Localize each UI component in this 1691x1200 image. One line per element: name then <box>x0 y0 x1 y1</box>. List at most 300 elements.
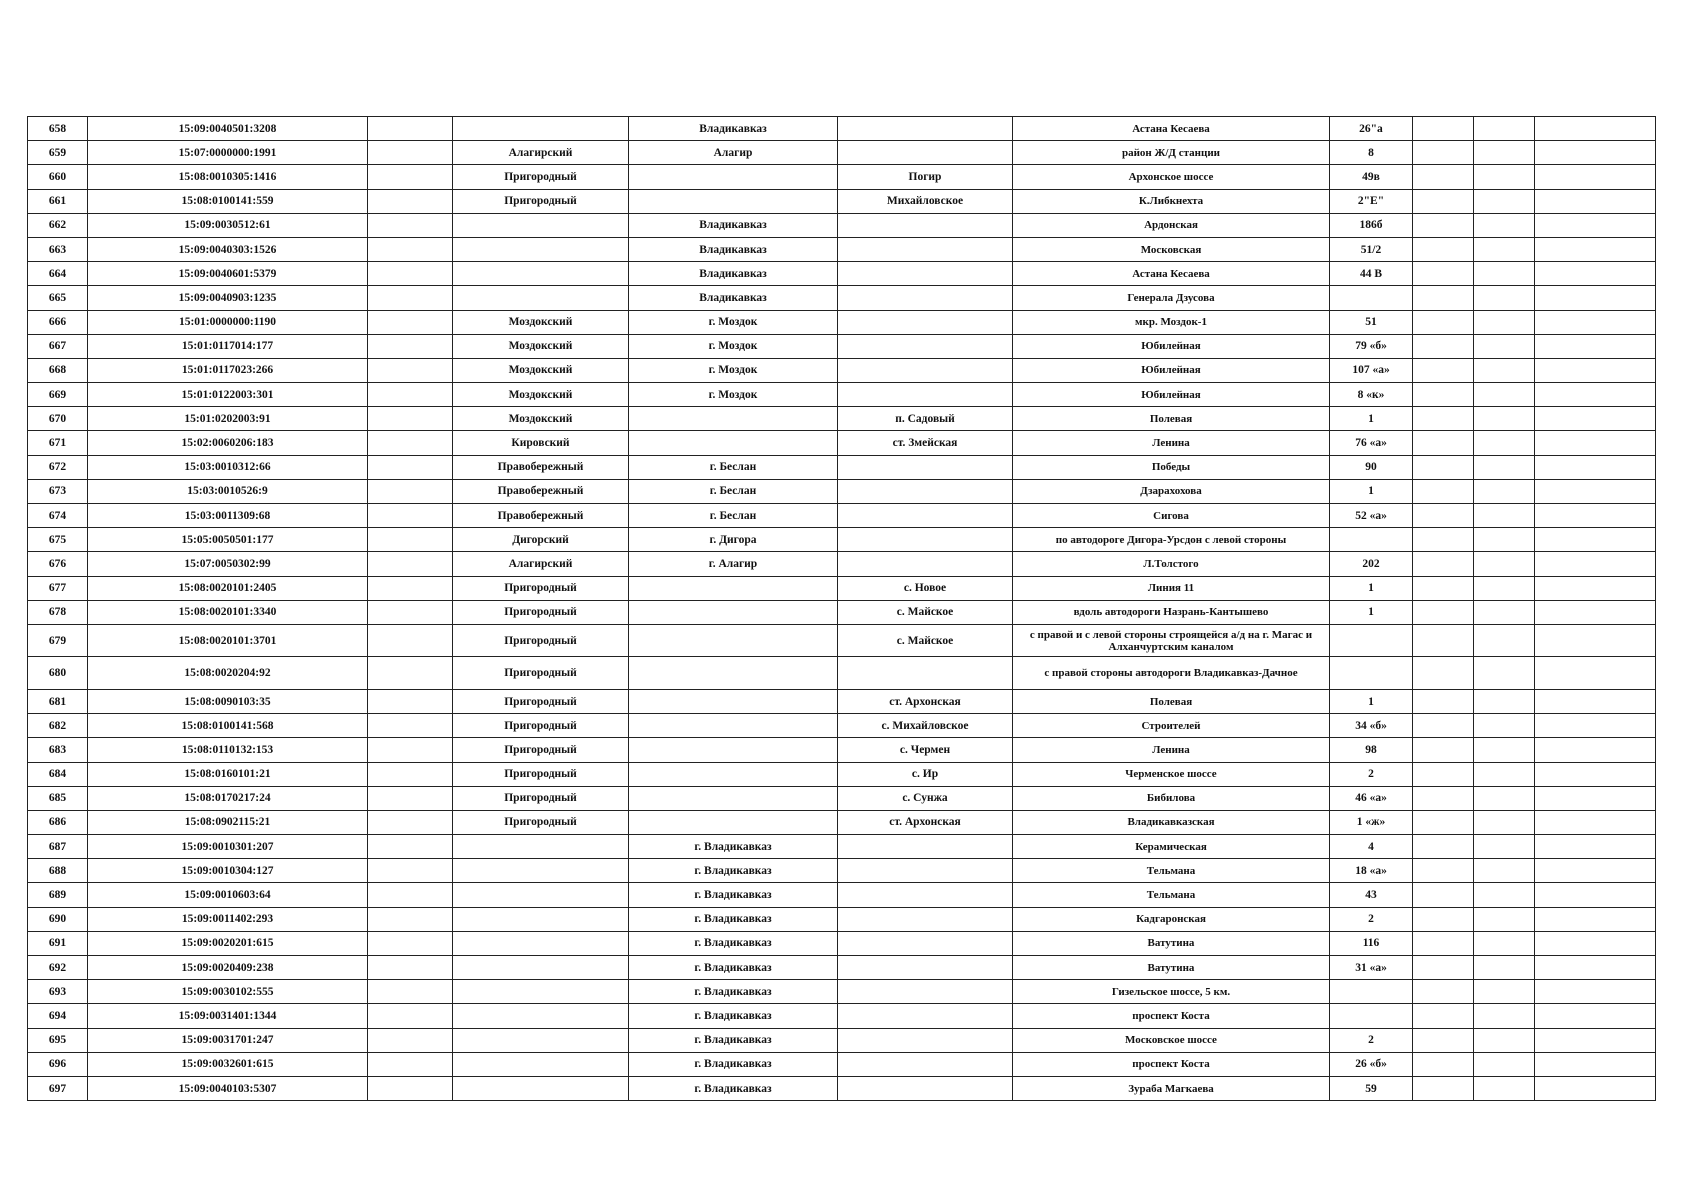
empty-cell <box>1413 286 1474 310</box>
street-cell: проспект Коста <box>1013 1004 1330 1028</box>
street-cell: Полевая <box>1013 689 1330 713</box>
district-cell <box>453 883 629 907</box>
cadastral-number-cell: 15:01:0117014:177 <box>88 334 368 358</box>
cadastral-number-cell: 15:08:0110132:153 <box>88 738 368 762</box>
table-row <box>28 980 1656 1004</box>
house-number-cell: 31 «а» <box>1330 956 1413 980</box>
empty-cell <box>1474 907 1535 931</box>
street-cell: Астана Кесаева <box>1013 117 1330 141</box>
row-number-cell: 683 <box>28 738 88 762</box>
settlement-cell: с. Михайловское <box>838 714 1013 738</box>
city-cell: Алагир <box>629 141 838 165</box>
row-number-cell: 671 <box>28 431 88 455</box>
empty-cell <box>1535 213 1656 237</box>
cadastral-number-cell: 15:01:0117023:266 <box>88 358 368 382</box>
cadastral-number-cell: 15:07:0050302:99 <box>88 552 368 576</box>
table-row <box>28 455 1656 479</box>
district-cell <box>453 931 629 955</box>
empty-cell <box>1474 286 1535 310</box>
house-number-cell: 1 «ж» <box>1330 810 1413 834</box>
cadastral-number-cell: 15:08:0020101:3340 <box>88 600 368 624</box>
empty-cell <box>1474 117 1535 141</box>
house-number-cell <box>1330 657 1413 690</box>
cadastral-number-cell: 15:01:0000000:1190 <box>88 310 368 334</box>
empty-cell <box>368 980 453 1004</box>
empty-cell <box>1535 165 1656 189</box>
empty-cell <box>368 956 453 980</box>
settlement-cell <box>838 117 1013 141</box>
settlement-cell: Погир <box>838 165 1013 189</box>
street-cell: Юбилейная <box>1013 358 1330 382</box>
street-cell: проспект Коста <box>1013 1052 1330 1076</box>
table-row <box>28 528 1656 552</box>
district-cell: Правобережный <box>453 455 629 479</box>
table-row <box>28 504 1656 528</box>
street-cell: Ватутина <box>1013 931 1330 955</box>
settlement-cell: с. Новое <box>838 576 1013 600</box>
house-number-cell: 2 <box>1330 907 1413 931</box>
street-cell: Тельмана <box>1013 883 1330 907</box>
empty-cell <box>1535 762 1656 786</box>
district-cell: Пригородный <box>453 624 629 657</box>
settlement-cell <box>838 383 1013 407</box>
empty-cell <box>1413 383 1474 407</box>
city-cell: г. Моздок <box>629 310 838 334</box>
empty-cell <box>1535 552 1656 576</box>
cadastral-number-cell: 15:03:0010526:9 <box>88 479 368 503</box>
empty-cell <box>1413 786 1474 810</box>
house-number-cell: 2 <box>1330 762 1413 786</box>
empty-cell <box>1474 407 1535 431</box>
district-cell: Моздокский <box>453 310 629 334</box>
city-cell: г. Владикавказ <box>629 931 838 955</box>
empty-cell <box>1413 407 1474 431</box>
row-number-cell: 684 <box>28 762 88 786</box>
empty-cell <box>1413 358 1474 382</box>
empty-cell <box>1413 738 1474 762</box>
empty-cell <box>1535 407 1656 431</box>
table-row <box>28 956 1656 980</box>
city-cell <box>629 189 838 213</box>
house-number-cell: 1 <box>1330 689 1413 713</box>
district-cell <box>453 835 629 859</box>
house-number-cell: 1 <box>1330 407 1413 431</box>
row-number-cell: 692 <box>28 956 88 980</box>
settlement-cell: Михайловское <box>838 189 1013 213</box>
house-number-cell: 44 В <box>1330 262 1413 286</box>
table-row <box>28 1004 1656 1028</box>
district-cell <box>453 956 629 980</box>
empty-cell <box>1413 1028 1474 1052</box>
row-number-cell: 672 <box>28 455 88 479</box>
empty-cell <box>368 1052 453 1076</box>
house-number-cell <box>1330 286 1413 310</box>
street-cell: Астана Кесаева <box>1013 262 1330 286</box>
district-cell <box>453 1076 629 1100</box>
house-number-cell: 8 «к» <box>1330 383 1413 407</box>
row-number-cell: 658 <box>28 117 88 141</box>
table-row <box>28 738 1656 762</box>
table-row <box>28 859 1656 883</box>
city-cell <box>629 810 838 834</box>
row-number-cell: 659 <box>28 141 88 165</box>
empty-cell <box>1535 689 1656 713</box>
empty-cell <box>1474 334 1535 358</box>
empty-cell <box>1413 624 1474 657</box>
cadastral-number-cell: 15:08:0010305:1416 <box>88 165 368 189</box>
empty-cell <box>368 165 453 189</box>
city-cell: Владикавказ <box>629 213 838 237</box>
empty-cell <box>1535 310 1656 334</box>
house-number-cell <box>1330 1004 1413 1028</box>
empty-cell <box>1474 358 1535 382</box>
table-row <box>28 762 1656 786</box>
empty-cell <box>1535 528 1656 552</box>
settlement-cell <box>838 835 1013 859</box>
street-cell: Ардонская <box>1013 213 1330 237</box>
empty-cell <box>1474 576 1535 600</box>
empty-cell <box>1535 980 1656 1004</box>
row-number-cell: 662 <box>28 213 88 237</box>
settlement-cell <box>838 237 1013 261</box>
empty-cell <box>1413 907 1474 931</box>
empty-cell <box>368 141 453 165</box>
empty-cell <box>1535 189 1656 213</box>
settlement-cell: п. Садовый <box>838 407 1013 431</box>
district-cell <box>453 262 629 286</box>
empty-cell <box>1413 504 1474 528</box>
district-cell: Дигорский <box>453 528 629 552</box>
empty-cell <box>1474 262 1535 286</box>
empty-cell <box>1413 237 1474 261</box>
district-cell <box>453 213 629 237</box>
empty-cell <box>1413 810 1474 834</box>
empty-cell <box>1413 262 1474 286</box>
table-row <box>28 358 1656 382</box>
house-number-cell: 52 «а» <box>1330 504 1413 528</box>
table-body <box>28 117 1656 1101</box>
empty-cell <box>368 213 453 237</box>
empty-cell <box>1474 1004 1535 1028</box>
house-number-cell: 18 «а» <box>1330 859 1413 883</box>
house-number-cell: 4 <box>1330 835 1413 859</box>
table-row <box>28 479 1656 503</box>
empty-cell <box>1413 835 1474 859</box>
city-cell <box>629 657 838 690</box>
empty-cell <box>1474 383 1535 407</box>
empty-cell <box>368 883 453 907</box>
street-cell: Победы <box>1013 455 1330 479</box>
district-cell: Пригородный <box>453 810 629 834</box>
city-cell <box>629 431 838 455</box>
settlement-cell <box>838 455 1013 479</box>
empty-cell <box>1413 310 1474 334</box>
row-number-cell: 697 <box>28 1076 88 1100</box>
row-number-cell: 679 <box>28 624 88 657</box>
street-cell: Полевая <box>1013 407 1330 431</box>
city-cell: г. Владикавказ <box>629 907 838 931</box>
cadastral-number-cell: 15:08:0020101:3701 <box>88 624 368 657</box>
row-number-cell: 688 <box>28 859 88 883</box>
table-row <box>28 310 1656 334</box>
street-cell: Юбилейная <box>1013 334 1330 358</box>
city-cell: Владикавказ <box>629 262 838 286</box>
empty-cell <box>1413 141 1474 165</box>
table-row <box>28 576 1656 600</box>
house-number-cell: 1 <box>1330 600 1413 624</box>
empty-cell <box>368 1028 453 1052</box>
empty-cell <box>368 383 453 407</box>
street-cell: Ленина <box>1013 738 1330 762</box>
house-number-cell: 107 «а» <box>1330 358 1413 382</box>
empty-cell <box>1535 1004 1656 1028</box>
empty-cell <box>368 552 453 576</box>
empty-cell <box>1413 455 1474 479</box>
cadastral-number-cell: 15:03:0011309:68 <box>88 504 368 528</box>
empty-cell <box>1413 1076 1474 1100</box>
empty-cell <box>1474 738 1535 762</box>
cadastral-number-cell: 15:07:0000000:1991 <box>88 141 368 165</box>
city-cell <box>629 600 838 624</box>
city-cell: г. Алагир <box>629 552 838 576</box>
row-number-cell: 690 <box>28 907 88 931</box>
cadastral-number-cell: 15:03:0010312:66 <box>88 455 368 479</box>
row-number-cell: 669 <box>28 383 88 407</box>
row-number-cell: 681 <box>28 689 88 713</box>
table-row <box>28 657 1656 690</box>
cadastral-number-cell: 15:05:0050501:177 <box>88 528 368 552</box>
table-row <box>28 189 1656 213</box>
empty-cell <box>1535 907 1656 931</box>
empty-cell <box>1413 528 1474 552</box>
empty-cell <box>1474 956 1535 980</box>
house-number-cell: 186б <box>1330 213 1413 237</box>
settlement-cell: с. Ир <box>838 762 1013 786</box>
cadastral-number-cell: 15:09:0031401:1344 <box>88 1004 368 1028</box>
settlement-cell <box>838 286 1013 310</box>
table-row <box>28 810 1656 834</box>
empty-cell <box>1474 980 1535 1004</box>
empty-cell <box>368 1076 453 1100</box>
empty-cell <box>1535 262 1656 286</box>
district-cell <box>453 907 629 931</box>
empty-cell <box>1535 835 1656 859</box>
empty-cell <box>368 431 453 455</box>
empty-cell <box>368 504 453 528</box>
empty-cell <box>368 479 453 503</box>
empty-cell <box>1535 1028 1656 1052</box>
empty-cell <box>1535 576 1656 600</box>
cadastral-number-cell: 15:09:0040903:1235 <box>88 286 368 310</box>
street-cell: Керамическая <box>1013 835 1330 859</box>
row-number-cell: 676 <box>28 552 88 576</box>
empty-cell <box>1474 310 1535 334</box>
house-number-cell: 1 <box>1330 479 1413 503</box>
district-cell: Алагирский <box>453 141 629 165</box>
empty-cell <box>368 310 453 334</box>
street-cell: Строителей <box>1013 714 1330 738</box>
street-cell: Гизельское шоссе, 5 км. <box>1013 980 1330 1004</box>
row-number-cell: 685 <box>28 786 88 810</box>
settlement-cell <box>838 1004 1013 1028</box>
cadastral-number-cell: 15:08:0170217:24 <box>88 786 368 810</box>
empty-cell <box>1413 431 1474 455</box>
empty-cell <box>1413 980 1474 1004</box>
table-row <box>28 262 1656 286</box>
empty-cell <box>1474 165 1535 189</box>
empty-cell <box>1413 213 1474 237</box>
empty-cell <box>368 358 453 382</box>
empty-cell <box>1474 479 1535 503</box>
empty-cell <box>368 835 453 859</box>
settlement-cell <box>838 657 1013 690</box>
empty-cell <box>1413 117 1474 141</box>
district-cell: Пригородный <box>453 714 629 738</box>
street-cell: с правой и с левой стороны строящейся а/д на г. Магас и Алханчуртским каналом <box>1013 624 1330 657</box>
city-cell <box>629 762 838 786</box>
settlement-cell: с. Сунжа <box>838 786 1013 810</box>
settlement-cell <box>838 262 1013 286</box>
street-cell: Линия 11 <box>1013 576 1330 600</box>
empty-cell <box>1535 455 1656 479</box>
district-cell <box>453 237 629 261</box>
street-cell: с правой стороны автодороги Владикавказ-Дачное <box>1013 657 1330 690</box>
empty-cell <box>368 907 453 931</box>
district-cell: Пригородный <box>453 738 629 762</box>
table-row <box>28 286 1656 310</box>
empty-cell <box>1474 883 1535 907</box>
house-number-cell: 46 «а» <box>1330 786 1413 810</box>
empty-cell <box>1413 956 1474 980</box>
cadastral-number-cell: 15:09:0040601:5379 <box>88 262 368 286</box>
row-number-cell: 686 <box>28 810 88 834</box>
city-cell: г. Владикавказ <box>629 956 838 980</box>
empty-cell <box>1535 479 1656 503</box>
settlement-cell: ст. Архонская <box>838 810 1013 834</box>
street-cell: Юбилейная <box>1013 383 1330 407</box>
empty-cell <box>1535 286 1656 310</box>
empty-cell <box>368 786 453 810</box>
empty-cell <box>1474 431 1535 455</box>
table-row <box>28 689 1656 713</box>
table-row <box>28 552 1656 576</box>
empty-cell <box>1413 931 1474 955</box>
cadastral-number-cell: 15:09:0040501:3208 <box>88 117 368 141</box>
settlement-cell <box>838 479 1013 503</box>
row-number-cell: 691 <box>28 931 88 955</box>
street-cell: Сигова <box>1013 504 1330 528</box>
empty-cell <box>1535 714 1656 738</box>
house-number-cell: 76 «а» <box>1330 431 1413 455</box>
empty-cell <box>1474 714 1535 738</box>
cadastral-number-cell: 15:09:0032601:615 <box>88 1052 368 1076</box>
row-number-cell: 665 <box>28 286 88 310</box>
district-cell: Кировский <box>453 431 629 455</box>
empty-cell <box>1474 189 1535 213</box>
table-row <box>28 334 1656 358</box>
empty-cell <box>368 657 453 690</box>
empty-cell <box>1535 883 1656 907</box>
district-cell: Алагирский <box>453 552 629 576</box>
settlement-cell: ст. Архонская <box>838 689 1013 713</box>
cadastral-number-cell: 15:09:0040303:1526 <box>88 237 368 261</box>
empty-cell <box>368 738 453 762</box>
empty-cell <box>1535 738 1656 762</box>
street-cell: район Ж/Д станции <box>1013 141 1330 165</box>
street-cell: Владикавказская <box>1013 810 1330 834</box>
empty-cell <box>1474 1076 1535 1100</box>
empty-cell <box>1474 689 1535 713</box>
table-row <box>28 165 1656 189</box>
row-number-cell: 673 <box>28 479 88 503</box>
house-number-cell: 26"а <box>1330 117 1413 141</box>
district-cell: Моздокский <box>453 358 629 382</box>
registry-table <box>27 116 1656 1101</box>
settlement-cell <box>838 980 1013 1004</box>
city-cell <box>629 714 838 738</box>
empty-cell <box>1474 859 1535 883</box>
row-number-cell: 675 <box>28 528 88 552</box>
cadastral-number-cell: 15:09:0010603:64 <box>88 883 368 907</box>
city-cell: г. Владикавказ <box>629 835 838 859</box>
table-row <box>28 213 1656 237</box>
empty-cell <box>1474 237 1535 261</box>
row-number-cell: 696 <box>28 1052 88 1076</box>
settlement-cell: с. Майское <box>838 624 1013 657</box>
table-row <box>28 931 1656 955</box>
row-number-cell: 689 <box>28 883 88 907</box>
empty-cell <box>1535 624 1656 657</box>
settlement-cell <box>838 1028 1013 1052</box>
empty-cell <box>1474 786 1535 810</box>
empty-cell <box>368 762 453 786</box>
empty-cell <box>1413 600 1474 624</box>
table-row <box>28 431 1656 455</box>
district-cell: Пригородный <box>453 189 629 213</box>
cadastral-number-cell: 15:01:0202003:91 <box>88 407 368 431</box>
street-cell: Л.Толстого <box>1013 552 1330 576</box>
empty-cell <box>1535 237 1656 261</box>
row-number-cell: 693 <box>28 980 88 1004</box>
empty-cell <box>368 714 453 738</box>
row-number-cell: 666 <box>28 310 88 334</box>
house-number-cell <box>1330 624 1413 657</box>
settlement-cell <box>838 528 1013 552</box>
empty-cell <box>1474 1028 1535 1052</box>
empty-cell <box>1474 504 1535 528</box>
empty-cell <box>1474 600 1535 624</box>
cadastral-number-cell: 15:09:0010301:207 <box>88 835 368 859</box>
empty-cell <box>1535 117 1656 141</box>
house-number-cell: 34 «б» <box>1330 714 1413 738</box>
empty-cell <box>368 237 453 261</box>
table-row <box>28 907 1656 931</box>
table-row <box>28 1076 1656 1100</box>
settlement-cell: с. Майское <box>838 600 1013 624</box>
street-cell: Кадгаронская <box>1013 907 1330 931</box>
city-cell: г. Владикавказ <box>629 1076 838 1100</box>
street-cell: Бибилова <box>1013 786 1330 810</box>
city-cell: г. Владикавказ <box>629 1052 838 1076</box>
district-cell: Пригородный <box>453 657 629 690</box>
street-cell: Зураба Магкаева <box>1013 1076 1330 1100</box>
empty-cell <box>368 189 453 213</box>
cadastral-number-cell: 15:08:0100141:568 <box>88 714 368 738</box>
street-cell: Московская <box>1013 237 1330 261</box>
district-cell: Пригородный <box>453 689 629 713</box>
street-cell: К.Либкнехта <box>1013 189 1330 213</box>
city-cell: Владикавказ <box>629 117 838 141</box>
